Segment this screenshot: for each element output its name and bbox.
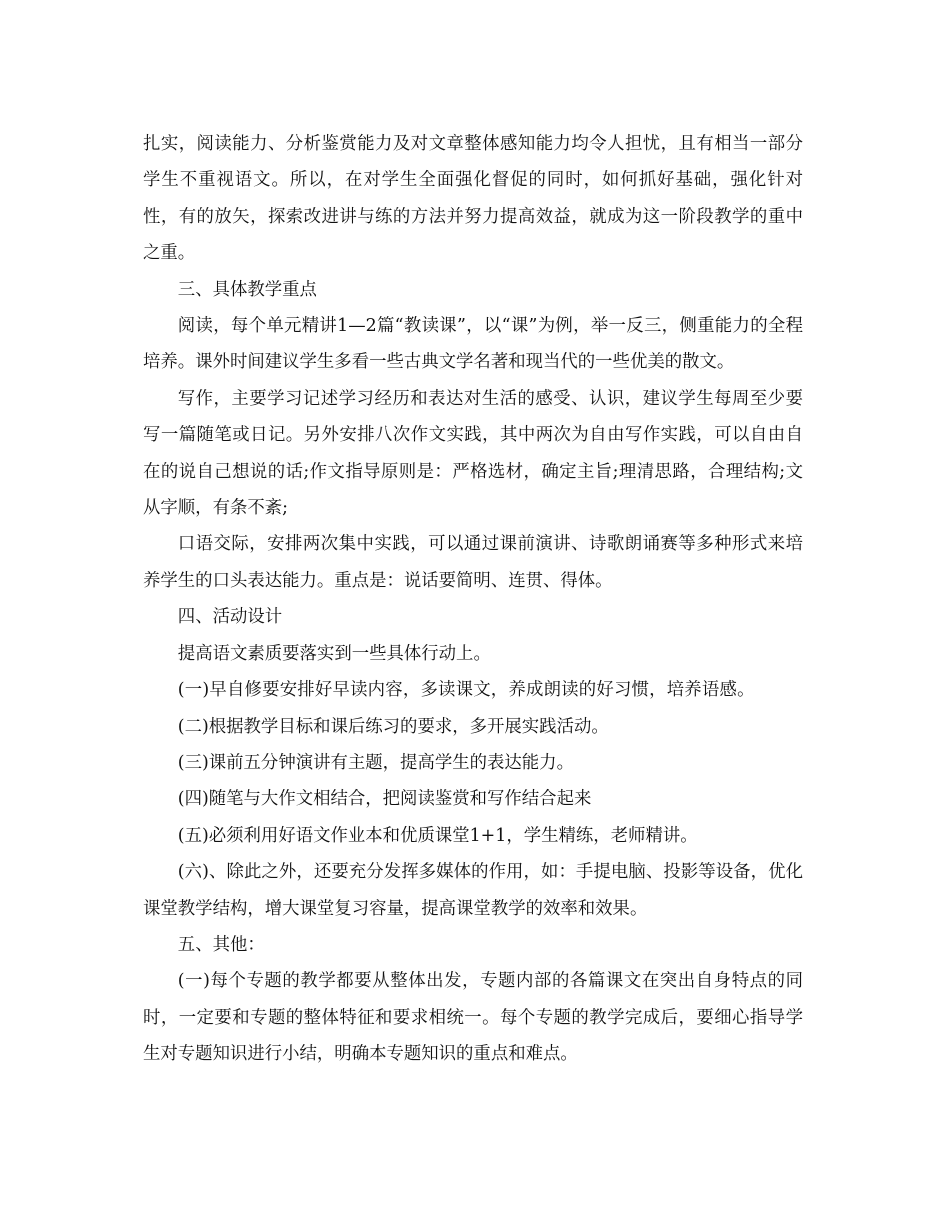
paragraph-writing: 写作，主要学习记述学习经历和表达对生活的感受、认识，建议学生每周至少要写一篇随笔或日记。另外安排八次作文实践，其中两次为自由写作实践，可以自由自在的说自己想说的话;作文指导原则是：严格选材，确定主旨;理清思路，合理结构;文从字顺，有条不紊; (143, 388, 803, 519)
list-item-activity-2: (二)根据教学目标和课后练习的要求，多开展实践活动。 (177, 716, 609, 737)
list-item-activity-1: (一)早自修要安排好早读内容，多读课文，养成朗读的好习惯，培养语感。 (177, 680, 755, 701)
paragraph-oral-communication: 口语交际，安排两次集中实践，可以通过课前演讲、诗歌朗诵赛等多种形式来培养学生的口头表达能力。重点是：说话要简明、连贯、得体。 (143, 534, 803, 591)
list-item-activity-3: (三)课前五分钟演讲有主题，提高学生的表达能力。 (177, 752, 574, 773)
section-heading-activity-design: 四、活动设计 (177, 607, 283, 628)
paragraph-reading: 阅读，每个单元精讲1—2篇“教读课”，以“课”为例，举一反三，侧重能力的全程培养。课外时间建议学生多看一些古典文学名著和现当代的一些优美的散文。 (143, 316, 803, 373)
list-item-activity-5: (五)必须利用好语文作业本和优质课堂1+1，学生精练，老师精讲。 (177, 825, 698, 846)
paragraph-activity-intro: 提高语文素质要落实到一些具体行动上。 (177, 643, 491, 664)
list-item-other-1: (一)每个专题的教学都要从整体出发，专题内部的各篇课文在突出自身特点的同时，一定要和专题的整体特征和要求相统一。每个专题的教学完成后，要细心指导学生对专题知识进行小结，明确本专题知识的重点和难点。 (143, 971, 803, 1065)
paragraph-continuation: 扎实，阅读能力、分析鉴赏能力及对文章整体感知能力均令人担忧，且有相当一部分学生不重视语文。所以，在对学生全面强化督促的同时，如何抓好基础，强化针对性，有的放矢，探索改进讲与练的方法并努力提高效益，就成为这一阶段教学的重中之重。 (143, 134, 803, 264)
list-item-activity-4: (四)随笔与大作文相结合，把阅读鉴赏和写作结合起来 (177, 789, 592, 810)
section-heading-teaching-focus: 三、具体教学重点 (177, 279, 317, 300)
section-heading-other: 五、其他： (177, 934, 265, 955)
list-item-activity-6: (六)、除此之外，还要充分发挥多媒体的作用，如：手提电脑、投影等设备，优化课堂教学结构，增大课堂复习容量，提高课堂教学的效率和效果。 (143, 862, 803, 919)
document-page (143, 126, 803, 1073)
